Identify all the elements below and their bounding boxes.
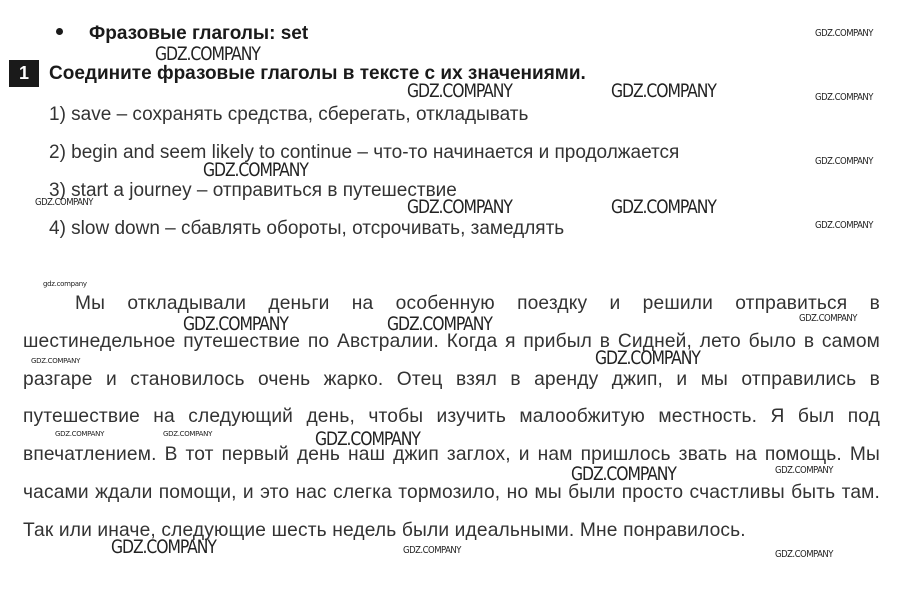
watermark: GDZ.COMPANY <box>111 536 216 558</box>
meaning-item: 4) slow down – сбавлять обороты, отсрочивать, замедлять <box>49 218 565 239</box>
watermark: GDZ.COMPANY <box>407 196 512 218</box>
watermark: GDZ.COMPANY <box>35 197 93 208</box>
exercise-text: Мы откладывали деньги на особенную поездку и решили отправиться в шестинедельное путешествие по Австралии. Когда я прибыл в Сидней, лето было в самом разгаре и становилось очень жарко. Отец взял в аренду джип, и мы отправились в путешествие на следующий день, чтобы изучить малообжитую местность. Я был под впечатлением. В тот первый день наш джип заглох, и нам пришлось звать на помощь. Мы часами ждали помощи, и это нас слегка тормозило, но мы были просто счастливы быть там. Так или иначе, следующие шесть недель были идеальными. Мне понравилось. <box>23 293 880 541</box>
section-title-row <box>56 20 308 48</box>
meaning-item: 1) save – сохранять средства, сберегать, откладывать <box>49 104 529 125</box>
watermark: GDZ.COMPANY <box>815 92 873 103</box>
watermark: GDZ.COMPANY <box>595 347 700 369</box>
task-header <box>9 60 586 88</box>
watermark: GDZ.COMPANY <box>799 313 857 324</box>
watermark: GDZ.COMPANY <box>315 428 420 450</box>
task-number-badge: 1 <box>9 60 39 87</box>
watermark: GDZ.COMPANY <box>815 28 873 39</box>
watermark: GDZ.COMPANY <box>387 313 492 335</box>
watermark: GDZ.COMPANY <box>611 196 716 218</box>
watermark: GDZ.COMPANY <box>163 430 213 438</box>
meaning-item: 3) start a journey – отправиться в путешествие <box>49 180 457 201</box>
task-heading: Соедините фразовые глаголы в тексте с их значениями. <box>49 63 586 84</box>
section-title: Фразовые глаголы: set <box>89 23 309 44</box>
watermark: GDZ.COMPANY <box>31 357 81 365</box>
watermark: GDZ.COMPANY <box>403 545 461 556</box>
watermark: GDZ.COMPANY <box>611 80 716 102</box>
watermark: GDZ.COMPANY <box>203 159 308 181</box>
watermark: GDZ.COMPANY <box>571 463 676 485</box>
bullet-icon <box>56 28 63 35</box>
watermark: GDZ.COMPANY <box>815 220 873 231</box>
watermark: GDZ.COMPANY <box>155 43 260 65</box>
meaning-item: 2) begin and seem likely to continue – что-то начинается и продолжается <box>49 142 680 163</box>
watermark: GDZ.COMPANY <box>407 80 512 102</box>
watermark: GDZ.COMPANY <box>815 156 873 167</box>
watermark: GDZ.COMPANY <box>775 549 833 560</box>
watermark: GDZ.COMPANY <box>775 465 833 476</box>
watermark: GDZ.COMPANY <box>55 430 105 438</box>
meanings-list <box>49 96 679 248</box>
watermark: gdz.company <box>43 280 87 288</box>
watermark: GDZ.COMPANY <box>183 313 288 335</box>
